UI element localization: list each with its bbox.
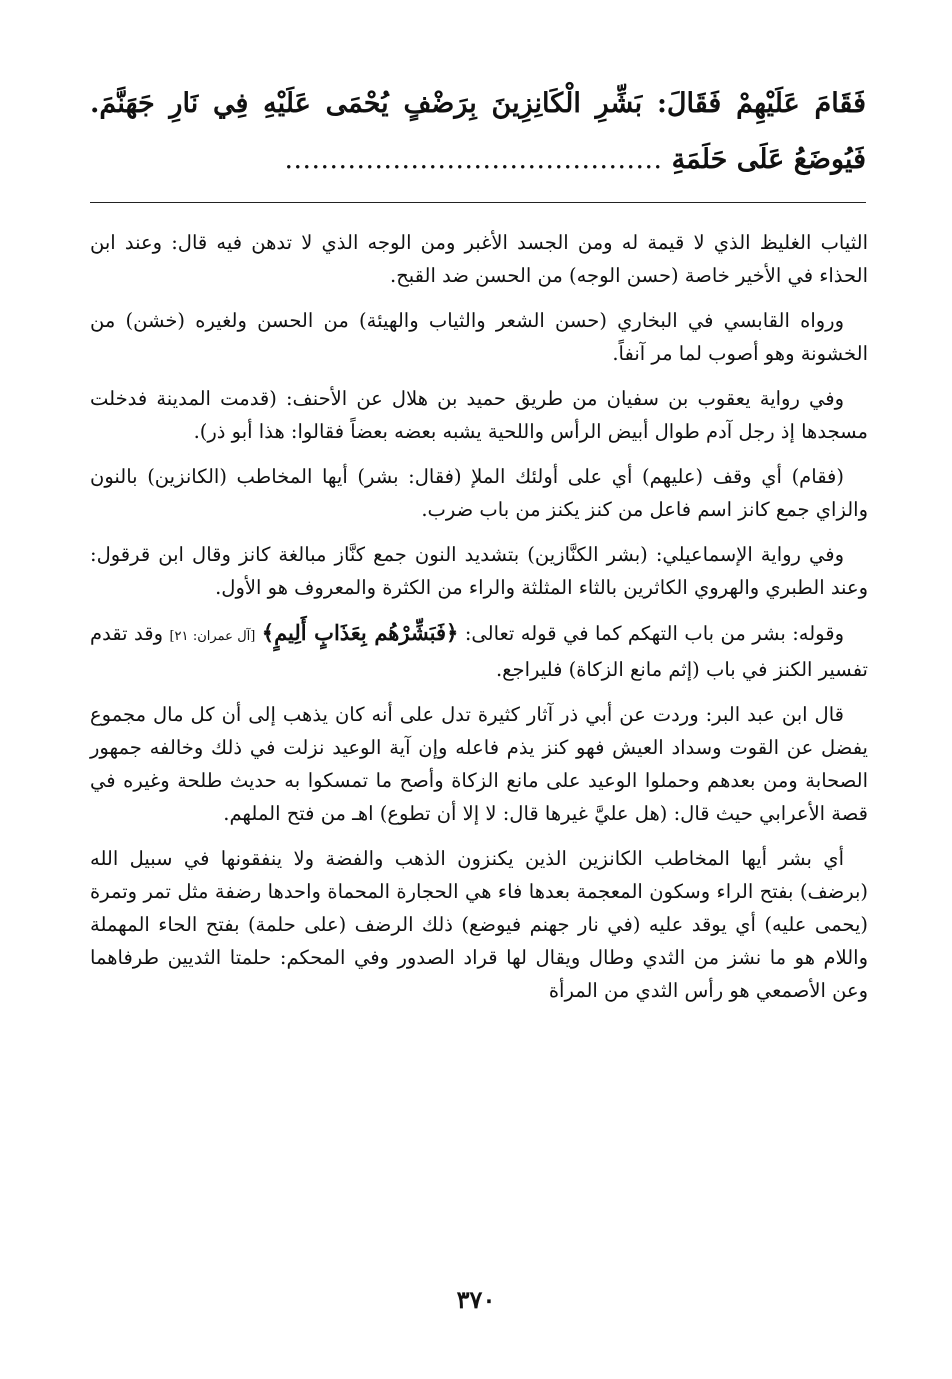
paragraph-6-intro: وقوله: بشر من باب التهكم كما في قوله تعالى:: [464, 622, 844, 645]
paragraph-7: قال ابن عبد البر: وردت عن أبي ذر آثار كثيرة تدل على أنه كان يذهب إلى أن كل مال مجموع يفضل عن القوت وسداد العيش فهو كنز يذم فاعله وإن آية الوعيد نزلت في ذلك وخالفه جمهور الصحابة ومن بعدهم وحملوا الوعيد على مانع الزكاة وأصح ما تمسكوا به حديث طلحة وغيره في قصة الأعرابي حيث قال: (هل عليَّ غيرها قال: لا إلا أن تطوع) اهـ من فتح الملهم.: [90, 703, 868, 825]
paragraph-4: (فقام) أي وقف (عليهم) أي على أولئك الملإ (فقال: بشر) أيها المخاطب (الكانزين) بالنون والزاي جمع كانز اسم فاعل من كنز يكنز من باب ضرب.: [90, 465, 868, 521]
paragraph-6: [90, 616, 868, 686]
paragraph-3: وفي رواية يعقوب بن سفيان من طريق حميد بن هلال عن الأحنف: (قدمت المدينة فدخلت مسجدها إذ رجل آدم طوال أبيض الرأس واللحية يشبه بعضه بعضاً فقالوا: هذا أبو ذر).: [90, 387, 868, 443]
separator-line: [90, 202, 866, 203]
verse-citation: [آل عمران: ٢١]: [169, 629, 256, 644]
paragraph-6-rest: وقد تقدم تفسير الكنز في باب (إثم مانع الزكاة) فليراجع.: [90, 622, 868, 681]
page-number: ٣٧٠: [456, 1285, 496, 1314]
paragraph-8: أي بشر أيها المخاطب الكانزين الذين يكنزون الذهب والفضة ولا ينفقونها في سبيل الله (برضف) بفتح الراء وسكون المعجمة بعدها فاء هي الحجارة المحماة واحدها رضفة مثل تمر وتمرة (يحمى عليه) أي يوقد عليه (في نار جهنم فيوضع) ذلك الرضف (على حلمة) بفتح الحاء المهملة واللام هو ما نشز من الثدي وطال ويقال لها قراد الصدور وفي المحكم: حلمتا الثديين طرفاهما وعن الأصمعي هو رأس الثدي من المرأة: [90, 847, 868, 1002]
quran-verse: ﴿فَبَشِّرْهُم بِعَذَابٍ أَلِيمٍ﴾: [261, 620, 459, 645]
paragraph-2: ورواه القابسي في البخاري (حسن الشعر والثياب والهيئة) من الحسن ولغيره (خشن) من الخشونة وهو أصوب لما مر آنفاً.: [90, 309, 868, 365]
hadith-ellipsis: ……………………………………: [284, 144, 663, 175]
paragraph-5: وفي رواية الإسماعيلي: (بشر الكنَّازين) بتشديد النون جمع كنَّاز مبالغة كانز وقال ابن قرقول: وعند الطبري والهروي الكاثرين بالثاء المثلثة والراء من الكثرة والمعروف هو الأول.: [90, 543, 868, 599]
hadith-main: فَقَامَ عَلَيْهِمْ فَقَالَ: بَشِّرِ الْكَانِزِينَ بِرَضْفٍ يُحْمَى عَلَيْهِ فِي نَارِ جَهَنَّمَ. فَيُوضَعُ عَلَى حَلَمَةِ: [90, 88, 866, 175]
paragraph-1: الثياب الغليظ الذي لا قيمة له ومن الجسد الأغبر ومن الوجه الذي لا تدهن فيه قال: وعند ابن الحذاء في الأخير خاصة (حسن الوجه) من الحسن ضد القبح.: [90, 231, 868, 287]
hadith-text: [90, 76, 866, 188]
commentary: [90, 226, 868, 1019]
